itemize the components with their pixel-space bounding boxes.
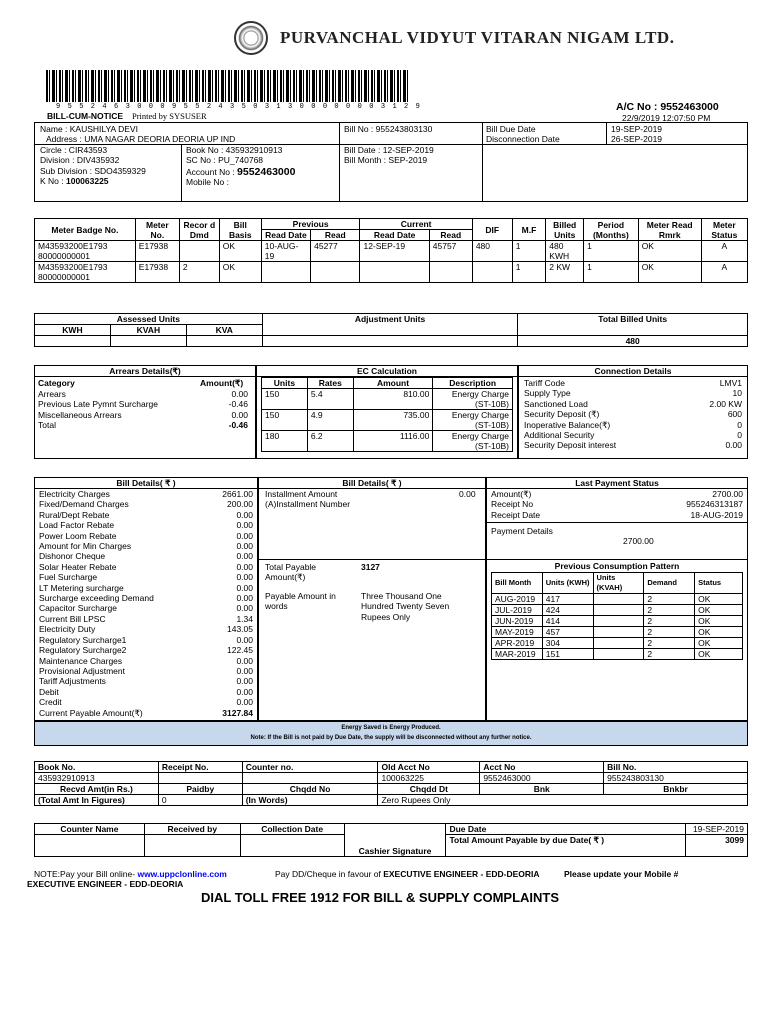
disconnection-date: 26-SEP-2019 <box>611 134 663 144</box>
printed-by: Printed by SYSUSER <box>132 111 207 121</box>
connection-title: Connection Details <box>594 366 672 376</box>
bill-date: Bill Date : 12-SEP-2019 <box>344 145 434 155</box>
list-item: Miscellaneous Arrears 0.00 <box>38 409 248 420</box>
list-item: Power Loom Rebate 0.00 <box>39 530 253 541</box>
header-record-dmd: Recor d Dmd <box>179 219 219 241</box>
header-bill-basis: Bill Basis <box>219 219 261 241</box>
bill-number: Bill No : 955243803130 <box>344 124 433 134</box>
header-meter-no: Meter No. <box>135 219 179 241</box>
printed-timestamp: 22/9/2019 12:07:50 PM <box>622 113 711 123</box>
division: Division : DIV435932 <box>40 155 120 166</box>
list-item: Total -0.46 <box>38 420 248 431</box>
table-row: (Total Amt In Figures) 0 (In Words) Zero Rupees Only <box>35 795 748 806</box>
header-status: Status <box>695 573 743 594</box>
header-recvd-amt: Recvd Amt(in Rs.) <box>35 784 159 795</box>
list-item: Capacitor Surcharge 0.00 <box>39 603 253 614</box>
payable-words-value: Three Thousand One Hundred Twenty Seven Rupees Only <box>361 591 450 622</box>
account-number: Account No : 9552463000 <box>186 165 296 178</box>
header-billed-units: Billed Units <box>546 219 584 241</box>
installment-label: Installment Amount (A)Installment Number <box>265 489 351 510</box>
list-item: Load Factor Rebate 0.00 <box>39 520 253 531</box>
list-item: Security Deposit interest 0.00 <box>524 440 742 451</box>
list-item: Solar Heater Rebate 0.00 <box>39 561 253 572</box>
header-received-by: Received by <box>144 824 240 835</box>
sub-division: Sub Division : SDO4359329 <box>40 165 146 176</box>
header-chqdd-dt: Chqdd Dt <box>378 784 480 795</box>
barcode-digits: 9 5 5 2 4 6 3 0 0 0 9 5 5 2 4 3 5 0 3 1 3 0 0 0 0 0 0 0 3 1 2 9 <box>56 103 422 111</box>
consumption-title: Previous Consumption Pattern <box>554 561 680 571</box>
header-dif: DIF <box>472 219 512 241</box>
update-mobile-note: Please update your Mobile # <box>564 869 679 879</box>
header-demand: Demand <box>644 573 695 594</box>
table-row: 150 4.9 735.00 Energy Charge (ST-10B) <box>262 410 513 431</box>
counter-table <box>34 823 748 857</box>
header-previous: Previous <box>261 219 360 230</box>
header-paidby: Paidby <box>158 784 242 795</box>
header-bill-no: Bill No. <box>604 762 748 773</box>
header-amount: Amount <box>353 378 433 389</box>
uppcl-online-link[interactable]: www.uppclonline.com <box>137 869 227 879</box>
header-kvah: KVAH <box>110 325 186 336</box>
header-cur-read-date: Read Date <box>360 230 429 241</box>
total-payable-value: 3127 <box>361 562 380 572</box>
last-payment-title: Last Payment Status <box>575 478 659 488</box>
list-item: Credit 0.00 <box>39 697 253 708</box>
total-billed-units-title: Total Billed Units <box>518 314 748 336</box>
header-counter-name: Counter Name <box>35 824 145 835</box>
list-item: Arrears 0.00 <box>38 389 248 399</box>
header-kva: KVA <box>186 325 262 336</box>
header-meter-badge: Meter Badge No. <box>35 219 136 241</box>
bill-due-label: Bill Due Date <box>486 124 536 134</box>
list-item: Tariff Code LMV1 <box>524 378 742 388</box>
header-cur-read: Read <box>429 230 472 241</box>
list-item: Fuel Surcharge 0.00 <box>39 572 253 583</box>
header-book-no: Book No. <box>35 762 159 773</box>
header-prev-read: Read <box>311 230 360 241</box>
list-item: Regulatory Surcharge2 122.45 <box>39 645 253 656</box>
last-payment-receipt: Receipt No 955246313187 <box>491 499 743 510</box>
table-row: MAY-2019 457 2 OK <box>492 627 743 638</box>
total-payable-due-value: 3099 <box>686 835 748 857</box>
header-mf: M.F <box>512 219 546 241</box>
disconnection-note: Note: If the Bill is not paid by Due Date, the supply will be disconnected without any further notice. <box>250 735 532 741</box>
list-item: Surcharge exceeding Demand 0.00 <box>39 593 253 604</box>
arrears-category-header: Category <box>38 378 75 388</box>
list-item: Current Payable Amount(₹) 3127.84 <box>39 707 253 718</box>
meter-table <box>34 218 748 283</box>
header-bill-month: Bill Month <box>492 573 543 594</box>
book-number: Book No : 435932910913 <box>186 145 283 155</box>
table-row: MAR-2019 151 2 OK <box>492 649 743 660</box>
consumer-name: Name : KAUSHILYA DEVI <box>40 124 138 134</box>
header-bnk: Bnk <box>480 784 604 795</box>
list-item: Provisional Adjustment 0.00 <box>39 665 253 676</box>
table-row: M43593200E1793 80000000001 E17938 OK 10-AUG-19 45277 12-SEP-19 45757 480 1 480 KWH 1 OK A <box>35 241 748 262</box>
list-item: Supply Type 10 <box>524 388 742 399</box>
k-number: K No : 100063225 <box>40 176 109 187</box>
header-kwh: KWH <box>35 325 111 336</box>
list-item: Electricity Charges 2661.00 <box>39 489 253 499</box>
due-date-label: Due Date <box>446 824 686 835</box>
header-old-acct: Old Acct No <box>378 762 480 773</box>
table-row: 435932910913 100063225 9552463000 955243803130 <box>35 773 748 784</box>
circle: Circle : CIR43593 <box>40 145 108 155</box>
ec-title: EC Calculation <box>357 366 417 376</box>
list-item: Previous Late Pymnt Surcharge -0.46 <box>38 399 248 410</box>
payment-details-label: Payment Details <box>491 526 553 536</box>
company-logo <box>234 21 268 55</box>
total-payable-due-label: Total Amount Payable by due Date( ₹ ) <box>446 835 686 857</box>
assessed-units-title: Assessed Units <box>35 314 263 325</box>
arrears-amount-header: Amount(₹) <box>200 378 244 388</box>
list-item: Inoperative Balance(₹) 0 <box>524 419 742 430</box>
total-payable-label: Total Payable Amount(₹) <box>265 562 317 583</box>
sc-number: SC No : PU_740768 <box>186 155 264 166</box>
bill-details-title: Bill Details( ₹ ) <box>116 478 176 488</box>
header-counter-no: Counter no. <box>242 762 378 773</box>
assessed-units-table <box>34 313 748 347</box>
bill-due-date: 19-SEP-2019 <box>611 124 663 134</box>
list-item: Amount for Min Charges 0.00 <box>39 541 253 552</box>
bill-details-middle-title: Bill Details( ₹ ) <box>342 478 402 488</box>
header-description: Description <box>433 378 513 389</box>
pay-online-note: NOTE:Pay your Bill online- www.uppclonline.com <box>34 869 227 879</box>
table-row: M43593200E1793 80000000001 E17938 2 OK 1 2 KW 1 OK A <box>35 262 748 283</box>
list-item: Sanctioned Load 2.00 KW <box>524 398 742 409</box>
header-units: Units <box>262 378 308 389</box>
due-date-value: 19-SEP-2019 <box>686 824 748 835</box>
header-units-kvah: Units (KVAH) <box>593 573 644 594</box>
last-payment-amount: Amount(₹) 2700.00 <box>491 489 743 499</box>
payment-details-value: 2700.00 <box>623 536 654 546</box>
header-read-rmrk: Meter Read Rmrk <box>638 219 701 241</box>
list-item: Security Deposit (₹) 600 <box>524 409 742 420</box>
table-row: 150 5.4 810.00 Energy Charge (ST-10B) <box>262 389 513 410</box>
header-bnkbr: Bnkbr <box>604 784 748 795</box>
favour-note: Pay DD/Cheque in favour of EXECUTIVE ENGINEER - EDD-DEORIA <box>275 869 540 879</box>
list-item: Debit 0.00 <box>39 686 253 697</box>
mobile-number: Mobile No : <box>186 177 229 188</box>
header-collection-date: Collection Date <box>240 824 344 835</box>
list-item: LT Metering surcharge 0.00 <box>39 582 253 593</box>
header-receipt-no: Receipt No. <box>158 762 242 773</box>
installment-value: 0.00 <box>459 489 476 499</box>
toll-free-banner: DIAL TOLL FREE 1912 FOR BILL & SUPPLY COMPLAINTS <box>201 890 560 905</box>
header-current: Current <box>360 219 472 230</box>
arrears-title: Arrears Details(₹) <box>109 366 181 376</box>
last-payment-date: Receipt Date 18-AUG-2019 <box>491 509 743 520</box>
list-item: Electricity Duty 143.05 <box>39 624 253 635</box>
bill-month: Bill Month : SEP-2019 <box>344 155 428 166</box>
header-period: Period (Months) <box>584 219 639 241</box>
list-item: Dishonor Cheque 0.00 <box>39 551 253 562</box>
receipt-table <box>34 761 748 806</box>
header-rates: Rates <box>307 378 353 389</box>
header-meter-status: Meter Status <box>701 219 747 241</box>
bill-cum-notice-title: BILL-CUM-NOTICE <box>47 111 124 121</box>
list-item: Fixed/Demand Charges 200.00 <box>39 499 253 510</box>
table-row: APR-2019 304 2 OK <box>492 638 743 649</box>
header-acct-no: Acct No <box>480 762 604 773</box>
table-row: JUN-2019 414 2 OK <box>492 616 743 627</box>
table-row: 180 6.2 1116.00 Energy Charge (ST-10B) <box>262 431 513 452</box>
executive-engineer: EXECUTIVE ENGINEER - EDD-DEORIA <box>27 879 184 889</box>
list-item: Tariff Adjustments 0.00 <box>39 676 253 687</box>
header-units-kwh: Units (KWH) <box>542 573 593 594</box>
account-number-header: A/C No : 9552463000 <box>616 101 719 113</box>
company-name: PURVANCHAL VIDYUT VITARAN NIGAM LTD. <box>280 28 675 47</box>
list-item: Regulatory Surcharge1 0.00 <box>39 634 253 645</box>
payable-words-label: Payable Amount in words <box>265 591 336 612</box>
list-item: Current Bill LPSC 1.34 <box>39 613 253 624</box>
consumer-address: Address : UMA NAGAR DEORIA DEORIA UP IND <box>46 134 236 144</box>
list-item: Additional Security 0 <box>524 430 742 441</box>
header-chqdd-no: Chqdd No <box>242 784 378 795</box>
ec-table <box>261 377 513 452</box>
table-row: JUL-2019 424 2 OK <box>492 605 743 616</box>
adjustment-units-title: Adjustment Units <box>262 314 518 336</box>
list-item: Maintenance Charges 0.00 <box>39 655 253 666</box>
header-prev-read-date: Read Date <box>261 230 310 241</box>
total-billed-units-value: 480 <box>518 336 748 347</box>
consumption-table <box>491 572 743 660</box>
barcode <box>46 70 410 102</box>
cashier-signature: Cashier Signature <box>344 824 446 857</box>
energy-saved-text: Energy Saved is Energy Produced. <box>341 725 441 731</box>
disconnection-label: Disconnection Date <box>486 134 560 144</box>
table-row: AUG-2019 417 2 OK <box>492 594 743 605</box>
list-item: Rural/Dept Rebate 0.00 <box>39 509 253 520</box>
